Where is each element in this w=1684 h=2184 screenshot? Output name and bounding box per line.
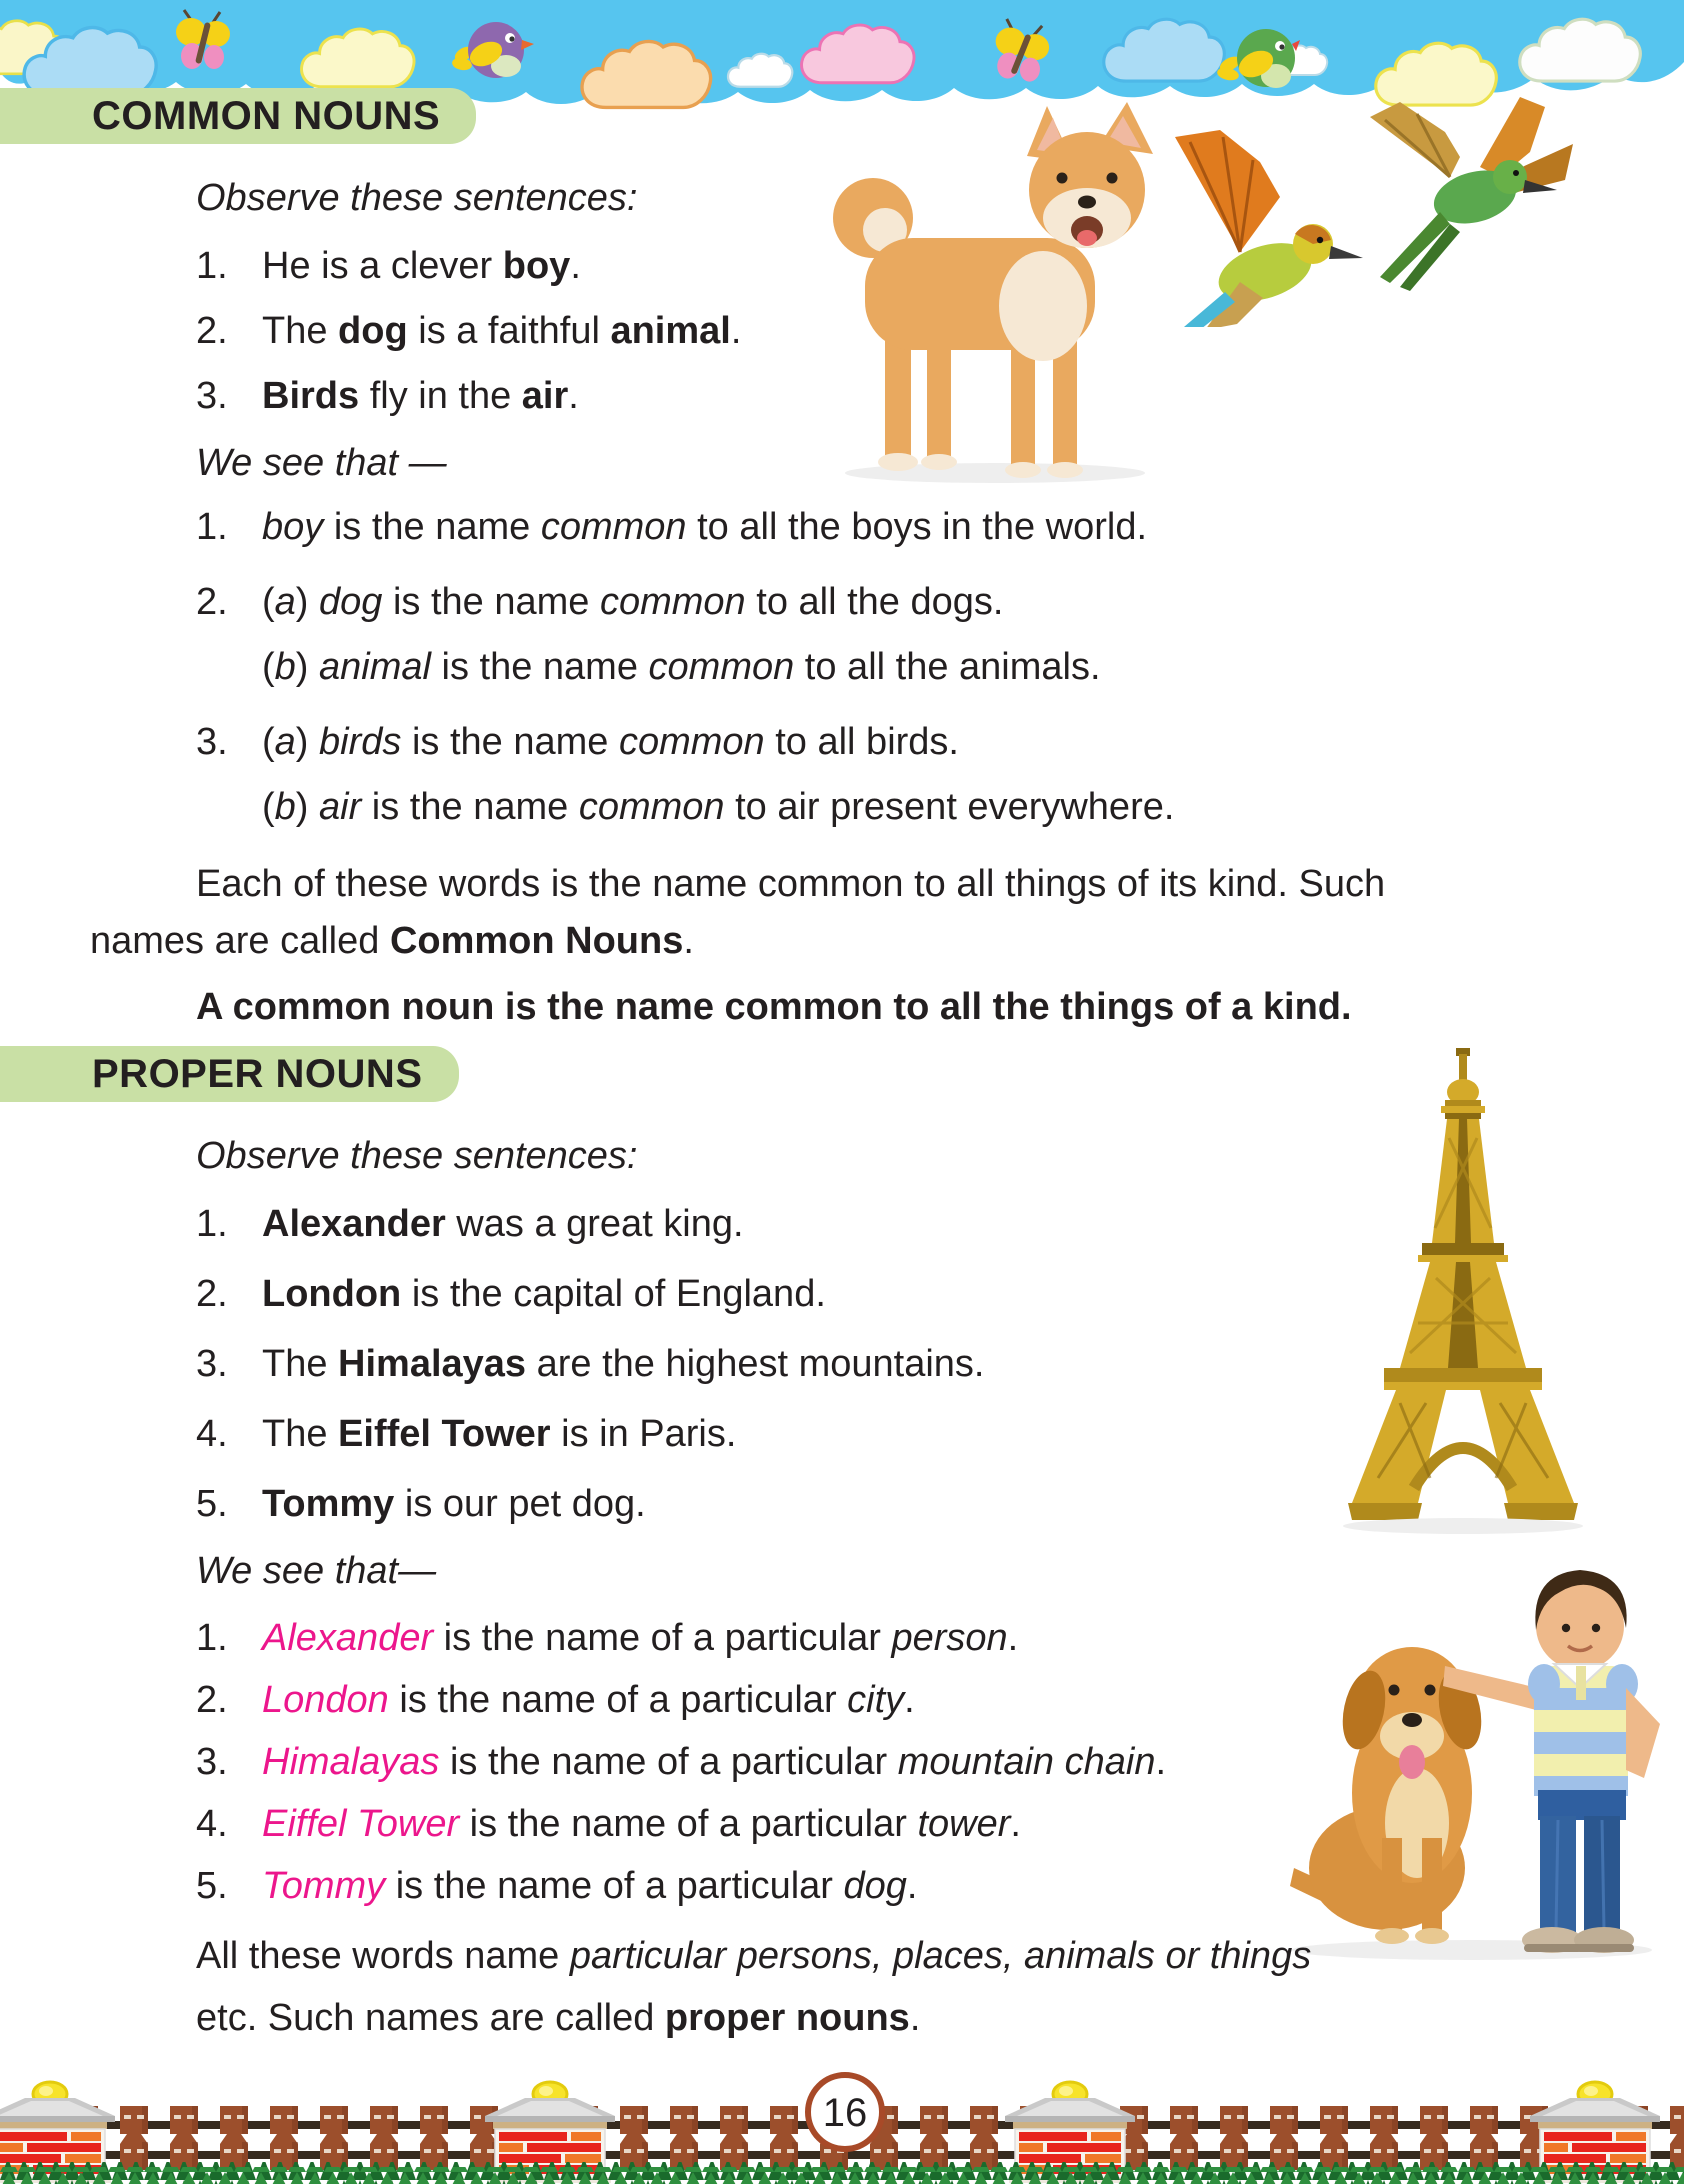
page-number: 16 [822,2091,868,2135]
list-item [196,1607,1684,1669]
text-run: birds [319,721,402,763]
text-run: Tommy [262,1865,386,1907]
text-run: animal [319,646,431,688]
list-item [196,364,1684,429]
list-item-number: 2. [196,310,228,352]
text-run: The [262,1343,339,1385]
text-run: city [847,1679,905,1721]
text-run: a [274,581,296,623]
list-item [196,299,1684,364]
text-run: Alexander [262,1617,434,1659]
text-run: air [521,375,569,417]
list-item-text [262,1343,984,1385]
list-item-text [262,1617,1018,1659]
lesson-content [0,88,1684,2049]
list-item [196,1793,1684,1855]
list-item-text [262,310,741,352]
list-item-text [262,1203,744,1245]
list-item [196,1262,1684,1327]
text-run: London [262,1273,402,1315]
text-run: was a great king. [445,1203,744,1245]
list-item-text [262,786,1174,828]
text-run: fly in the [359,375,522,417]
text-run: . [909,1997,921,2039]
list-item-text [262,1803,1021,1845]
text-run: ) [295,646,320,688]
text-run: to all the dogs. [745,581,1004,623]
text-run: Common Nouns [389,920,684,962]
closing-line [196,1987,1684,2049]
proper-nouns-closing [196,1925,1684,2049]
list-item [196,1472,1684,1537]
bottom-fence-border [0,2070,1684,2184]
list-item-text [262,1273,826,1315]
common-observe-label: Observe these sentences: [196,177,638,219]
text-run: to all the animals. [794,646,1101,688]
text-run: is the name [401,721,619,763]
text-run: The [262,310,339,352]
list-item [196,495,1684,560]
text-run: boy [262,506,324,548]
common-nouns-heading: COMMON NOUNS [0,88,476,144]
text-run: particular persons, places, animals or things [569,1935,1312,1977]
paragraph-line [90,913,1614,970]
text-run: to all the boys in the world. [686,506,1148,548]
list-item-text [262,1865,917,1907]
text-run: proper nouns [664,1997,910,2039]
text-run: Eiffel Tower [338,1413,551,1455]
list-item-number: 4. [196,1803,228,1845]
paragraph-line: Each of these words is the name common to all things of its kind. Such [196,863,1386,905]
text-run: is the name [430,646,649,688]
common-noun-definition: A common noun is the name common to all the things of a kind. [196,986,1352,1028]
text-run: Himalayas [262,1741,440,1783]
list-item [196,710,1684,775]
list-item-text [262,721,959,763]
list-item-text [262,1413,736,1455]
text-run: All these words name [196,1935,570,1977]
text-run: Tommy [262,1483,395,1525]
text-run: . [730,310,742,352]
list-item [196,1332,1684,1397]
text-run: ( [262,581,275,623]
text-run: to all birds. [764,721,959,763]
list-item-number: 1. [196,506,228,548]
list-item-number: 2. [196,1273,228,1315]
text-run: He is a clever [262,245,503,287]
text-run: to air present everywhere. [724,786,1175,828]
list-item-number: 5. [196,1865,228,1907]
list-item-number: 1. [196,1203,228,1245]
list-item-text [262,1679,915,1721]
text-run: is a faithful [407,310,611,352]
text-run: common [618,721,765,763]
list-item-number: 3. [196,721,228,763]
text-run: is the name [382,581,600,623]
list-item-number: 1. [196,245,228,287]
common-we-see-label: We see that — [196,442,447,484]
page-number-badge [808,2075,882,2149]
text-run: etc. Such names are called [196,1997,665,2039]
text-run: . [1010,1803,1021,1845]
text-run: b [274,786,296,828]
text-run: air [319,786,362,828]
common-observation-list [0,495,1684,840]
text-run: . [904,1679,915,1721]
list-item [196,570,1684,635]
proper-we-see-label: We see that— [196,1550,437,1592]
text-run: The [262,1413,339,1455]
text-run: a [274,721,296,763]
list-item-text [262,375,579,417]
text-run: . [683,920,694,962]
list-item-text [262,581,1003,623]
text-run: is our pet dog. [394,1483,646,1525]
text-run: Himalayas [338,1343,527,1385]
text-run: tower [917,1803,1011,1845]
text-run: is the name of a particular [439,1741,898,1783]
text-run: . [1155,1741,1167,1783]
list-item-number: 5. [196,1483,228,1525]
text-run: b [274,646,296,688]
text-run: names are called [90,920,390,962]
list-item [196,635,1684,700]
text-run: ( [262,786,275,828]
list-item-number: 2. [196,1679,228,1721]
list-item-text [262,646,1101,688]
text-run: common [599,581,746,623]
text-run: . [570,245,581,287]
text-run: London [262,1679,389,1721]
list-item-text [262,245,581,287]
text-run: boy [502,245,571,287]
text-run: common [540,506,687,548]
list-item-number: 2. [196,581,228,623]
list-item [196,1192,1684,1257]
text-run: dog [338,310,408,352]
list-item-number: 3. [196,375,228,417]
text-run: is the name of a particular [385,1865,844,1907]
text-run: is in Paris. [550,1413,737,1455]
grass [0,2167,1684,2184]
closing-line [196,1925,1684,1987]
text-run: animal [610,310,731,352]
list-item-text [262,1483,646,1525]
text-run: common [578,786,725,828]
text-run: . [1007,1617,1019,1659]
list-item [196,1402,1684,1467]
list-item-number: 4. [196,1413,228,1455]
list-item-number: 3. [196,1741,228,1783]
text-run: is the capital of England. [401,1273,826,1315]
text-run: common [648,646,795,688]
list-item-number: 1. [196,1617,228,1659]
text-run: mountain chain [897,1741,1156,1783]
proper-observation-list [0,1607,1684,1917]
text-run: is the name [361,786,579,828]
text-run: person [891,1617,1008,1659]
list-item [196,1855,1684,1917]
text-run: Eiffel Tower [262,1803,460,1845]
proper-observe-label: Observe these sentences: [196,1135,638,1177]
text-run: dog [319,581,383,623]
text-run: ( [262,721,275,763]
text-run: is the name of a particular [433,1617,892,1659]
text-run: is the name of a particular [388,1679,848,1721]
list-item [196,1669,1684,1731]
text-run: ( [262,646,275,688]
list-item-text [262,1741,1166,1783]
text-run: dog [843,1865,907,1907]
text-run: . [568,375,579,417]
list-item [196,775,1684,840]
list-item-text [262,506,1147,548]
proper-nouns-heading: PROPER NOUNS [0,1046,459,1102]
text-run: ) [295,721,320,763]
text-run: ) [295,786,320,828]
list-item-number: 3. [196,1343,228,1385]
text-run: ) [295,581,320,623]
list-item [196,234,1684,299]
proper-sentence-list [0,1192,1684,1537]
text-run: is the name of a particular [459,1803,918,1845]
list-item [196,1731,1684,1793]
text-run: is the name [323,506,541,548]
common-nouns-paragraph [90,856,1614,970]
text-run: are the highest mountains. [526,1343,985,1385]
text-run: Alexander [262,1203,446,1245]
text-run: . [906,1865,918,1907]
text-run: Birds [262,375,360,417]
common-sentence-list [0,234,1684,429]
